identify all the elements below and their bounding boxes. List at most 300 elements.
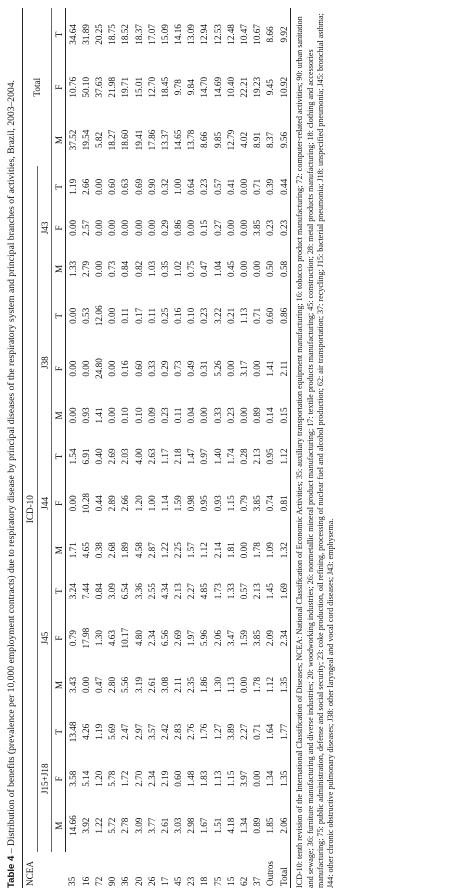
value-cell: 0.00	[239, 542, 250, 559]
value-cell: 15.01	[133, 76, 144, 98]
value-cell: 5.82	[93, 131, 104, 149]
value-cell: 1.67	[199, 817, 210, 834]
value-cell: 1.00	[146, 495, 157, 512]
value-cell: 9.45	[265, 79, 276, 96]
value-cell: 1.59	[173, 495, 184, 512]
value-cell: 24.80	[93, 358, 104, 379]
value-cell: 0.71	[252, 178, 263, 195]
value-cell: 5.96	[199, 630, 210, 647]
table-row	[132, 8, 145, 888]
value-cell: 0.00	[67, 495, 78, 512]
value-cell: 0.47	[199, 260, 210, 277]
value-cell: 18.60	[120, 129, 131, 151]
sex-subheader: T	[52, 436, 66, 477]
value-cell: 19.71	[120, 76, 131, 98]
value-cell: 3.09	[133, 817, 144, 834]
value-cell: 3.77	[146, 817, 157, 834]
ncea-code-cell: 20	[133, 876, 144, 886]
value-cell: 10.17	[120, 627, 131, 649]
value-cell: 0.33	[212, 407, 223, 424]
value-cell: 31.89	[80, 24, 91, 45]
value-cell: 0.00	[67, 360, 78, 377]
sex-subheader: T	[52, 705, 66, 758]
value-cell: 0.73	[173, 360, 184, 377]
value-cell: 2.47	[120, 723, 131, 740]
value-cell: 2.14	[212, 542, 223, 559]
value-cell: 0.00	[239, 219, 250, 236]
value-cell: 2.13	[252, 583, 263, 600]
value-cell: 1.12	[265, 676, 276, 694]
value-cell: 2.66	[80, 178, 91, 195]
value-cell: 1.89	[120, 542, 131, 559]
sex-subheader: F	[52, 61, 66, 114]
value-cell: 1.34	[265, 770, 276, 787]
value-cell: 0.23	[199, 178, 210, 195]
value-cell: 5.72	[107, 817, 118, 834]
value-cell: 0.29	[159, 360, 170, 377]
value-cell: 1.20	[133, 495, 144, 512]
value-cell: 0.33	[146, 360, 157, 377]
table-row	[119, 8, 132, 888]
value-cell: 18.75	[107, 24, 118, 45]
value-cell: 34.64	[67, 24, 78, 45]
value-cell: 1.45	[265, 583, 276, 600]
value-cell: 0.98	[186, 495, 197, 512]
value-cell: 0.00	[107, 407, 118, 424]
table-row	[251, 8, 264, 888]
ncea-code-cell: 26	[146, 876, 157, 886]
value-cell: 1.12	[277, 436, 291, 477]
value-cell: 4.65	[80, 542, 91, 559]
table-row	[172, 8, 185, 888]
value-cell: 1.57	[186, 542, 197, 559]
value-cell: 0.53	[80, 307, 91, 324]
value-cell: 0.86	[173, 219, 184, 236]
table-row	[264, 8, 277, 888]
value-cell: 2.34	[277, 612, 291, 665]
value-cell: 3.09	[107, 583, 118, 600]
value-cell: 18.27	[107, 129, 118, 151]
value-cell: 0.79	[67, 630, 78, 647]
value-cell: 0.00	[93, 219, 104, 236]
caption-text: – Distribution of benefits (prevalence per 10,000 employment contracts) due to respiratory disease by principal diseases of the respiratory system and principal branches of activities, Brazil, 2003–2004.	[6, 80, 17, 856]
value-cell: 0.97	[199, 448, 210, 465]
value-cell: 1.54	[67, 448, 78, 465]
value-cell: 0.00	[93, 260, 104, 277]
value-cell: 2.70	[133, 770, 144, 787]
value-cell: 8.66	[199, 131, 210, 149]
value-cell: 0.00	[225, 219, 236, 236]
value-cell: 1.41	[265, 360, 276, 377]
value-cell: 0.60	[133, 360, 144, 377]
sex-subheader: F	[52, 342, 66, 395]
value-cell: 2.27	[186, 583, 197, 600]
value-cell: 18.45	[159, 76, 170, 98]
value-cell: 5.78	[107, 770, 118, 787]
value-cell: 2.83	[173, 723, 184, 740]
value-cell: 0.60	[173, 770, 184, 787]
value-cell: 2.61	[159, 817, 170, 834]
value-cell: 0.10	[120, 407, 131, 424]
value-cell: 0.44	[277, 166, 291, 207]
value-cell: 2.13	[252, 448, 263, 465]
value-cell: 2.34	[146, 630, 157, 647]
value-cell: 2.13	[173, 583, 184, 600]
value-cell: 17.98	[80, 627, 91, 649]
value-cell: 0.14	[265, 407, 276, 424]
value-cell: 2.87	[146, 542, 157, 559]
group-header: J44	[38, 436, 52, 571]
value-cell: 2.35	[186, 676, 197, 694]
table-body	[66, 8, 291, 888]
group-header: J45	[38, 571, 52, 706]
sex-subheader: M	[52, 248, 66, 289]
value-cell: 12.48	[225, 24, 236, 45]
value-cell: 20.25	[93, 24, 104, 45]
table-row	[277, 8, 291, 888]
sex-subheader: F	[52, 207, 66, 248]
value-cell: 0.29	[159, 219, 170, 236]
value-cell: 0.40	[93, 448, 104, 465]
value-cell: 3.47	[225, 630, 236, 647]
value-cell: 3.57	[146, 723, 157, 740]
value-cell: 0.95	[199, 495, 210, 512]
value-cell: 0.57	[239, 583, 250, 600]
value-cell: 0.23	[159, 407, 170, 424]
value-cell: 4.26	[80, 723, 91, 740]
value-cell: 1.15	[225, 770, 236, 787]
value-cell: 1.86	[199, 676, 210, 694]
value-cell: 0.71	[252, 723, 263, 740]
value-cell: 0.60	[107, 178, 118, 195]
value-cell: 1.02	[173, 260, 184, 277]
value-cell: 1.76	[199, 723, 210, 740]
value-cell: 10.47	[239, 24, 250, 45]
value-cell: 37.63	[93, 76, 104, 98]
value-cell: 0.57	[212, 178, 223, 195]
value-cell: 5.69	[107, 723, 118, 740]
value-cell: 0.27	[212, 219, 223, 236]
value-cell: 0.00	[239, 178, 250, 195]
ncea-code-cell: 45	[173, 876, 184, 886]
value-cell: 2.11	[277, 342, 291, 395]
value-cell: 1.48	[186, 770, 197, 787]
value-cell: 1.97	[186, 630, 197, 647]
value-cell: 12.06	[93, 305, 104, 327]
value-cell: 1.35	[277, 758, 291, 799]
group-header: J38	[38, 289, 52, 436]
value-cell: 14.65	[173, 129, 184, 151]
value-cell: 0.75	[186, 260, 197, 277]
ncea-code-cell: 90	[107, 876, 118, 886]
value-cell: 19.23	[252, 76, 263, 98]
value-cell: 14.66	[67, 815, 78, 836]
sex-subheader: M	[52, 530, 66, 571]
value-cell: 1.85	[265, 817, 276, 834]
value-cell: 3.85	[252, 495, 263, 512]
value-cell: 0.11	[173, 407, 184, 424]
value-cell: 18.37	[133, 24, 144, 45]
value-cell: 2.61	[146, 676, 157, 694]
value-cell: 0.31	[199, 360, 210, 377]
value-cell: 1.73	[212, 583, 223, 600]
value-cell: 3.43	[67, 676, 78, 694]
value-cell: 6.56	[159, 630, 170, 647]
value-cell: 37.52	[67, 129, 78, 151]
value-cell: 2.34	[146, 770, 157, 787]
value-cell: 14.70	[199, 76, 210, 98]
value-cell: 8.91	[252, 131, 263, 149]
value-cell: 0.71	[252, 307, 263, 324]
table-row	[92, 8, 105, 888]
table-row	[237, 8, 250, 888]
value-cell: 1.13	[212, 770, 223, 787]
value-cell: 0.10	[133, 407, 144, 424]
value-cell: 3.08	[159, 676, 170, 694]
value-cell: 1.69	[277, 571, 291, 612]
value-cell: 1.83	[199, 770, 210, 787]
value-cell: 0.45	[225, 260, 236, 277]
value-cell: 9.56	[277, 114, 291, 167]
value-cell: 3.97	[239, 770, 250, 787]
value-cell: 0.23	[225, 407, 236, 424]
value-cell: 0.21	[225, 307, 236, 324]
value-cell: 0.90	[146, 178, 157, 195]
value-cell: 14.16	[173, 24, 184, 45]
value-cell: 0.00	[252, 360, 263, 377]
rotated-table-block	[6, 8, 466, 888]
value-cell: 0.00	[239, 260, 250, 277]
value-cell: 2.76	[186, 723, 197, 740]
value-cell: 3.24	[67, 583, 78, 600]
value-cell: 1.19	[67, 178, 78, 195]
value-cell: 0.86	[277, 289, 291, 342]
value-cell: 0.25	[159, 307, 170, 324]
value-cell: 0.60	[265, 307, 276, 324]
value-cell: 2.69	[107, 448, 118, 465]
value-cell: 0.89	[252, 407, 263, 424]
value-cell: 0.00	[93, 178, 104, 195]
value-cell: 0.79	[239, 495, 250, 512]
table-row	[211, 8, 224, 888]
value-cell: 1.51	[212, 817, 223, 834]
sex-subheader: M	[52, 114, 66, 167]
value-cell: 0.00	[80, 360, 91, 377]
value-cell: 1.71	[67, 542, 78, 559]
value-cell: 4.02	[239, 131, 250, 149]
sex-subheader-row	[52, 8, 66, 888]
sex-subheader: T	[52, 8, 66, 61]
value-cell: 2.55	[146, 583, 157, 600]
value-cell: 1.17	[159, 448, 170, 465]
value-cell: 1.13	[225, 676, 236, 694]
sex-subheader: T	[52, 289, 66, 342]
value-cell: 1.00	[173, 178, 184, 195]
value-cell: 4.18	[225, 817, 236, 834]
value-cell: 1.03	[146, 260, 157, 277]
value-cell: 1.41	[93, 407, 104, 424]
value-cell: 0.50	[265, 260, 276, 277]
value-cell: 0.82	[133, 260, 144, 277]
value-cell: 0.28	[239, 448, 250, 465]
value-cell: 0.58	[277, 248, 291, 289]
value-cell: 0.00	[107, 219, 118, 236]
value-cell: 0.74	[265, 495, 276, 512]
value-cell: 0.32	[159, 178, 170, 195]
value-cell: 0.38	[93, 542, 104, 559]
value-cell: 3.58	[67, 770, 78, 787]
value-cell: 0.93	[80, 407, 91, 424]
value-cell: 0.00	[186, 219, 197, 236]
table-footnote: ICD-10: tenth revision of the International Classification of Diseases; NCEA: National Classification of Economic Activities; 35: auxiliary transportation equipment manufacturing; 16: tobacco product manufacturing; 72: computer-related activities; 90: urban sanitation and sewage; 36: furniture manufacturing and diverse industries; 20: woodworking industries; 26: nonmetallic mineral product manufacturing; 17: textile products manufacturing; 45: construction; 28: metal products manufacturing; 18: clothing and accessories manufacturing; 75: public administration, defense and social security; 23: coke production, oil refining, processing of nuclear fuel and alcohol production; 62: air transportation; 37: recycling; J15: bacterial pneumonia; J18: unspecified pneumonia; J45: bronchial asthma; J44: other chronic obstructive pulmonary diseases; J38: other laryngeal and vocal cord diseases; J43: emphysema.	[295, 13, 336, 888]
ncea-code-cell: 75	[212, 876, 223, 886]
value-cell: 1.04	[212, 260, 223, 277]
value-cell: 1.77	[277, 705, 291, 758]
value-cell: 5.14	[80, 770, 91, 787]
caption-label: Table 4	[6, 855, 17, 888]
value-cell: 12.53	[212, 24, 223, 45]
value-cell: 0.93	[212, 495, 223, 512]
ncea-code-cell: 23	[186, 876, 197, 886]
value-cell: 50.10	[80, 76, 91, 98]
value-cell: 21.98	[107, 76, 118, 98]
table-row	[185, 8, 198, 888]
value-cell: 0.23	[199, 307, 210, 324]
ncea-code-cell: 17	[159, 876, 170, 886]
value-cell: 8.37	[265, 131, 276, 149]
value-cell: 1.13	[239, 307, 250, 324]
value-cell: 1.74	[225, 448, 236, 465]
value-cell: 0.00	[252, 770, 263, 787]
value-cell: 0.35	[159, 260, 170, 277]
value-cell: 4.58	[133, 542, 144, 559]
value-cell: 0.04	[186, 407, 197, 424]
value-cell: 0.00	[252, 260, 263, 277]
value-cell: 10.28	[80, 492, 91, 514]
group-header: J43	[38, 166, 52, 289]
value-cell: 13.09	[186, 24, 197, 45]
value-cell: 14.69	[212, 76, 223, 98]
value-cell: 19.41	[133, 129, 144, 151]
value-cell: 0.39	[265, 178, 276, 195]
value-cell: 2.97	[133, 723, 144, 740]
value-cell: 1.78	[252, 542, 263, 559]
value-cell: 2.25	[173, 542, 184, 559]
ncea-code-cell: 36	[120, 876, 131, 886]
value-cell: 10.92	[277, 61, 291, 114]
ncea-code-cell: Outros	[265, 860, 276, 886]
value-cell: 9.92	[277, 8, 291, 61]
value-cell: 1.64	[265, 723, 276, 740]
total-header: Total	[23, 8, 52, 166]
value-cell: 2.09	[265, 630, 276, 647]
value-cell: 0.63	[120, 178, 131, 195]
ncea-header: NCEA	[23, 852, 66, 888]
sex-subheader: M	[52, 664, 66, 705]
value-cell: 0.00	[107, 360, 118, 377]
value-cell: 5.56	[120, 676, 131, 694]
value-cell: 0.00	[107, 307, 118, 324]
value-cell: 0.11	[146, 307, 157, 324]
value-cell: 1.22	[159, 542, 170, 559]
value-cell: 1.19	[93, 723, 104, 740]
value-cell: 1.72	[120, 770, 131, 787]
value-cell: 12.94	[199, 24, 210, 45]
sex-subheader: F	[52, 612, 66, 665]
value-cell: 2.78	[120, 817, 131, 834]
value-cell: 17.07	[146, 24, 157, 45]
value-cell: 0.10	[186, 307, 197, 324]
table-row	[198, 8, 211, 888]
group-header: J15+J18	[38, 705, 52, 852]
data-table	[22, 8, 291, 888]
value-cell: 2.89	[107, 495, 118, 512]
value-cell: 0.23	[277, 207, 291, 248]
value-cell: 1.15	[225, 495, 236, 512]
value-cell: 1.34	[239, 817, 250, 834]
value-cell: 7.44	[80, 583, 91, 600]
value-cell: 0.16	[120, 360, 131, 377]
value-cell: 15.09	[159, 24, 170, 45]
value-cell: 6.91	[80, 448, 91, 465]
table-row	[224, 8, 237, 888]
value-cell: 1.30	[93, 630, 104, 647]
value-cell: 9.78	[173, 79, 184, 96]
value-cell: 4.85	[199, 583, 210, 600]
value-cell: 17.86	[146, 129, 157, 151]
value-cell: 0.23	[265, 219, 276, 236]
ncea-code-cell: 15	[225, 876, 236, 886]
value-cell: 4.63	[107, 630, 118, 647]
value-cell: 0.49	[186, 360, 197, 377]
value-cell: 10.76	[67, 76, 78, 98]
value-cell: 4.34	[159, 583, 170, 600]
value-cell: 1.78	[252, 676, 263, 694]
value-cell: 0.44	[93, 495, 104, 512]
value-cell: 0.47	[93, 676, 104, 694]
value-cell: 3.92	[80, 817, 91, 834]
value-cell: 3.36	[133, 583, 144, 600]
value-cell: 19.54	[80, 129, 91, 151]
value-cell: 0.00	[225, 360, 236, 377]
table-row	[66, 8, 80, 888]
value-cell: 2.79	[80, 260, 91, 277]
value-cell: 0.00	[133, 219, 144, 236]
sex-subheader: M	[52, 799, 66, 852]
value-cell: 9.84	[186, 79, 197, 96]
value-cell: 9.85	[212, 131, 223, 149]
value-cell: 0.00	[67, 219, 78, 236]
value-cell: 1.14	[159, 495, 170, 512]
ncea-code-cell: 37	[252, 876, 263, 886]
value-cell: 5.26	[212, 360, 223, 377]
value-cell: 4.00	[133, 448, 144, 465]
value-cell: 10.67	[252, 24, 263, 45]
value-cell: 3.03	[173, 817, 184, 834]
value-cell: 1.81	[225, 542, 236, 559]
sex-subheader: M	[52, 395, 66, 436]
sex-subheader: T	[52, 166, 66, 207]
ncea-code-cell: 16	[80, 876, 91, 886]
value-cell: 1.33	[225, 583, 236, 600]
value-cell: 2.19	[159, 770, 170, 787]
value-cell: 0.09	[146, 407, 157, 424]
value-cell: 1.09	[265, 542, 276, 559]
value-cell: 1.27	[212, 723, 223, 740]
value-cell: 18.52	[120, 24, 131, 45]
value-cell: 12.79	[225, 129, 236, 151]
ncea-code-cell: 35	[67, 876, 78, 886]
